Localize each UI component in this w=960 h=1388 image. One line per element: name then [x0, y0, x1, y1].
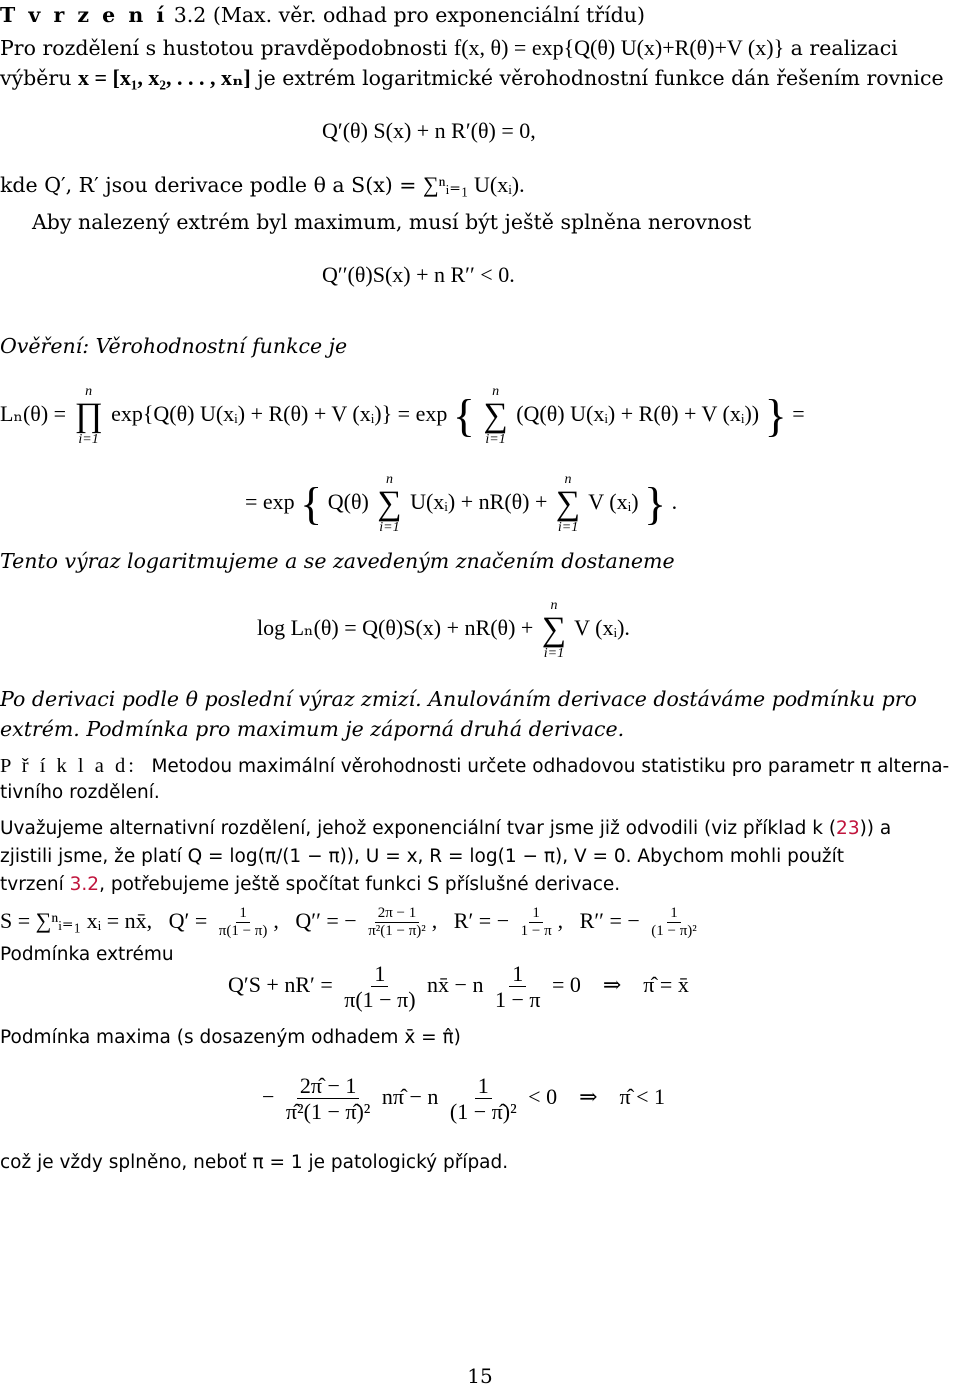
- condition-max-label: Podmínka maxima (s dosazeným odhadem x̄ = π̂): [0, 1027, 461, 1048]
- likelihood-product-line: Lₙ(θ) = n ∏ i=1 exp{Q(θ) U(xᵢ) + R(θ) + V (xᵢ)} = exp { n ∑ i=1 (Q(θ) U(xᵢ) + R(θ) + V (xᵢ)) } =: [0, 383, 805, 447]
- sum-operator: n ∑ i=1: [377, 471, 402, 535]
- ext-fraction-2: $\frac{1}{1 - \pi}$: [494, 961, 541, 1013]
- theorem-line-3: kde Q′, R′ jsou derivace podle θ a S(x) = ∑ⁿᵢ₌₁ U(xᵢ).: [0, 172, 525, 197]
- extreme-equation: Q′S + nR′ = $\frac{1}{\pi(1 - \pi)}$ nx̄ − n $\frac{1}{1 - \pi}$ = 0 ⇒ π̂ = x̄: [228, 961, 689, 1013]
- reference-link-23[interactable]: 23: [836, 818, 860, 839]
- r2-fraction: $\frac{1}{\text{(1 − π)²}}$: [651, 905, 697, 940]
- sum-operator: n ∑ i=1: [541, 597, 567, 661]
- example-paragraph-1: Uvažujeme alternativní rozdělení, jehož exponenciální tvar jsme již odvodili (viz příklad k (23)) a: [0, 818, 892, 839]
- proof-text-2: Tento výraz logaritmujeme a se zavedeným značením dostaneme: [0, 549, 675, 573]
- likelihood-lhs: Lₙ(θ) =: [0, 401, 67, 426]
- ext-fraction-1: $\frac{1}{\pi(1 - \pi)}$: [344, 961, 416, 1013]
- density-formula: f(x, θ) = exp{Q(θ) U(x)+R(θ)+V (x)}: [453, 35, 785, 60]
- theorem-number: 3.2: [173, 3, 207, 27]
- example-line-1: P ř í k l a d: Metodou maximální věrohodnosti určete odhadovou statistiku pro parametr π alterna-: [0, 755, 950, 777]
- q1-fraction: $\frac{1}{\pi(1 - \pi)}$: [218, 905, 268, 940]
- q2-fraction: $\frac{2\pi - 1}{\text{π²(1 − π)²}}$: [368, 905, 426, 940]
- derivatives-line: S = ∑ⁿᵢ₌₁ xᵢ = nx̄, Q′ = $\frac{1}{\pi(1 - \pi)}$ , Q′′ = − $\frac{2\pi - 1}{\text{π²(1 − π)²}}$ , R′ = − $\frac{1}{1 - \pi}$ , R′′ = − $\frac{1}{\text{(1 − π)²}}$: [0, 902, 703, 941]
- likelihood-exp-line: = exp { Q(θ) n ∑ i=1 U(xᵢ) + nR(θ) + n ∑ i=1 V (xᵢ) } .: [245, 471, 678, 535]
- proof-intro: Ověření: Věrohodnostní funkce je: [0, 334, 348, 358]
- proof-conclusion-2: extrém. Podmínka pro maximum je záporná druhá derivace.: [0, 717, 625, 741]
- condition-extreme-label: Podmínka extrému: [0, 944, 174, 965]
- right-brace: }: [764, 389, 787, 441]
- example-line-2: tivního rozdělení.: [0, 782, 160, 803]
- reference-link-3-2[interactable]: 3.2: [69, 874, 100, 895]
- likelihood-equation: Q′(θ) S(x) + n R′(θ) = 0,: [322, 118, 536, 143]
- example-paragraph-2: zjistili jsme, že platí Q = log(π/(1 − π)), U = x, R = log(1 − π), V = 0. Abychom mohli použít: [0, 846, 845, 867]
- s-definition: ∑ⁿᵢ₌₁ U(xᵢ).: [423, 172, 525, 197]
- s-sum: S = ∑ⁿᵢ₌₁ xᵢ = nx̄,: [0, 908, 153, 933]
- max-fraction-1: $\frac{2\pî - 1}{\text{π̂²(1 − π̂)²}}$: [285, 1073, 371, 1125]
- max-fraction-2: $\frac{1}{\text{(1 − π̂)²}}$: [449, 1073, 517, 1125]
- left-brace: {: [452, 389, 475, 441]
- proof-conclusion-1: Po derivaci podle θ poslední výraz zmizí. Anulováním derivace dostáváme podmínku pro: [0, 687, 917, 711]
- log-likelihood: log Lₙ(θ) = Q(θ)S(x) + nR(θ) + n ∑ i=1 V (xᵢ).: [257, 597, 630, 661]
- sum-operator: n ∑ i=1: [555, 471, 581, 535]
- theorem-line-2: výběru x = [x₁, x₂, . . . , xₙ] je extrém logaritmické věrohodnostní funkce dán řešením rovnice: [0, 65, 944, 90]
- theorem-line-1: Pro rozdělení s hustotou pravděpodobnosti f(x, θ) = exp{Q(θ) U(x)+R(θ)+V (x)} a realizaci: [0, 35, 898, 60]
- theorem-line-4: Aby nalezený extrém byl maximum, musí být ještě splněna nerovnost: [32, 210, 752, 234]
- maximum-inequality: Q′′(θ)S(x) + n R′′ < 0.: [322, 262, 515, 287]
- theorem-label: T v r z e n í: [0, 3, 168, 27]
- example-paragraph-3: tvrzení 3.2, potřebujeme ještě spočítat funkci S příslušné derivace.: [0, 874, 621, 895]
- page-number: 15: [467, 1364, 493, 1388]
- r1-fraction: $\frac{1}{1 - \pi}$: [520, 905, 552, 940]
- theorem-heading: [0, 2, 645, 28]
- theorem-title: (Max. věr. odhad pro exponenciální třídu): [212, 3, 645, 27]
- sum-operator: n ∑ i=1: [483, 383, 508, 447]
- sample-vector: x = [x₁, x₂, . . . , xₙ]: [77, 65, 251, 90]
- example-final: což je vždy splněno, neboť π = 1 je patologický případ.: [0, 1152, 509, 1173]
- product-operator: n ∏ i=1: [74, 383, 103, 447]
- maximum-inequality-example: − $\frac{2\pî - 1}{\text{π̂²(1 − π̂)²}}$ nπ̂ − n $\frac{1}{\text{(1 − π̂)²}}$ < 0 ⇒ π̂ < 1: [262, 1073, 666, 1125]
- example-label: P ř í k l a d:: [0, 755, 137, 777]
